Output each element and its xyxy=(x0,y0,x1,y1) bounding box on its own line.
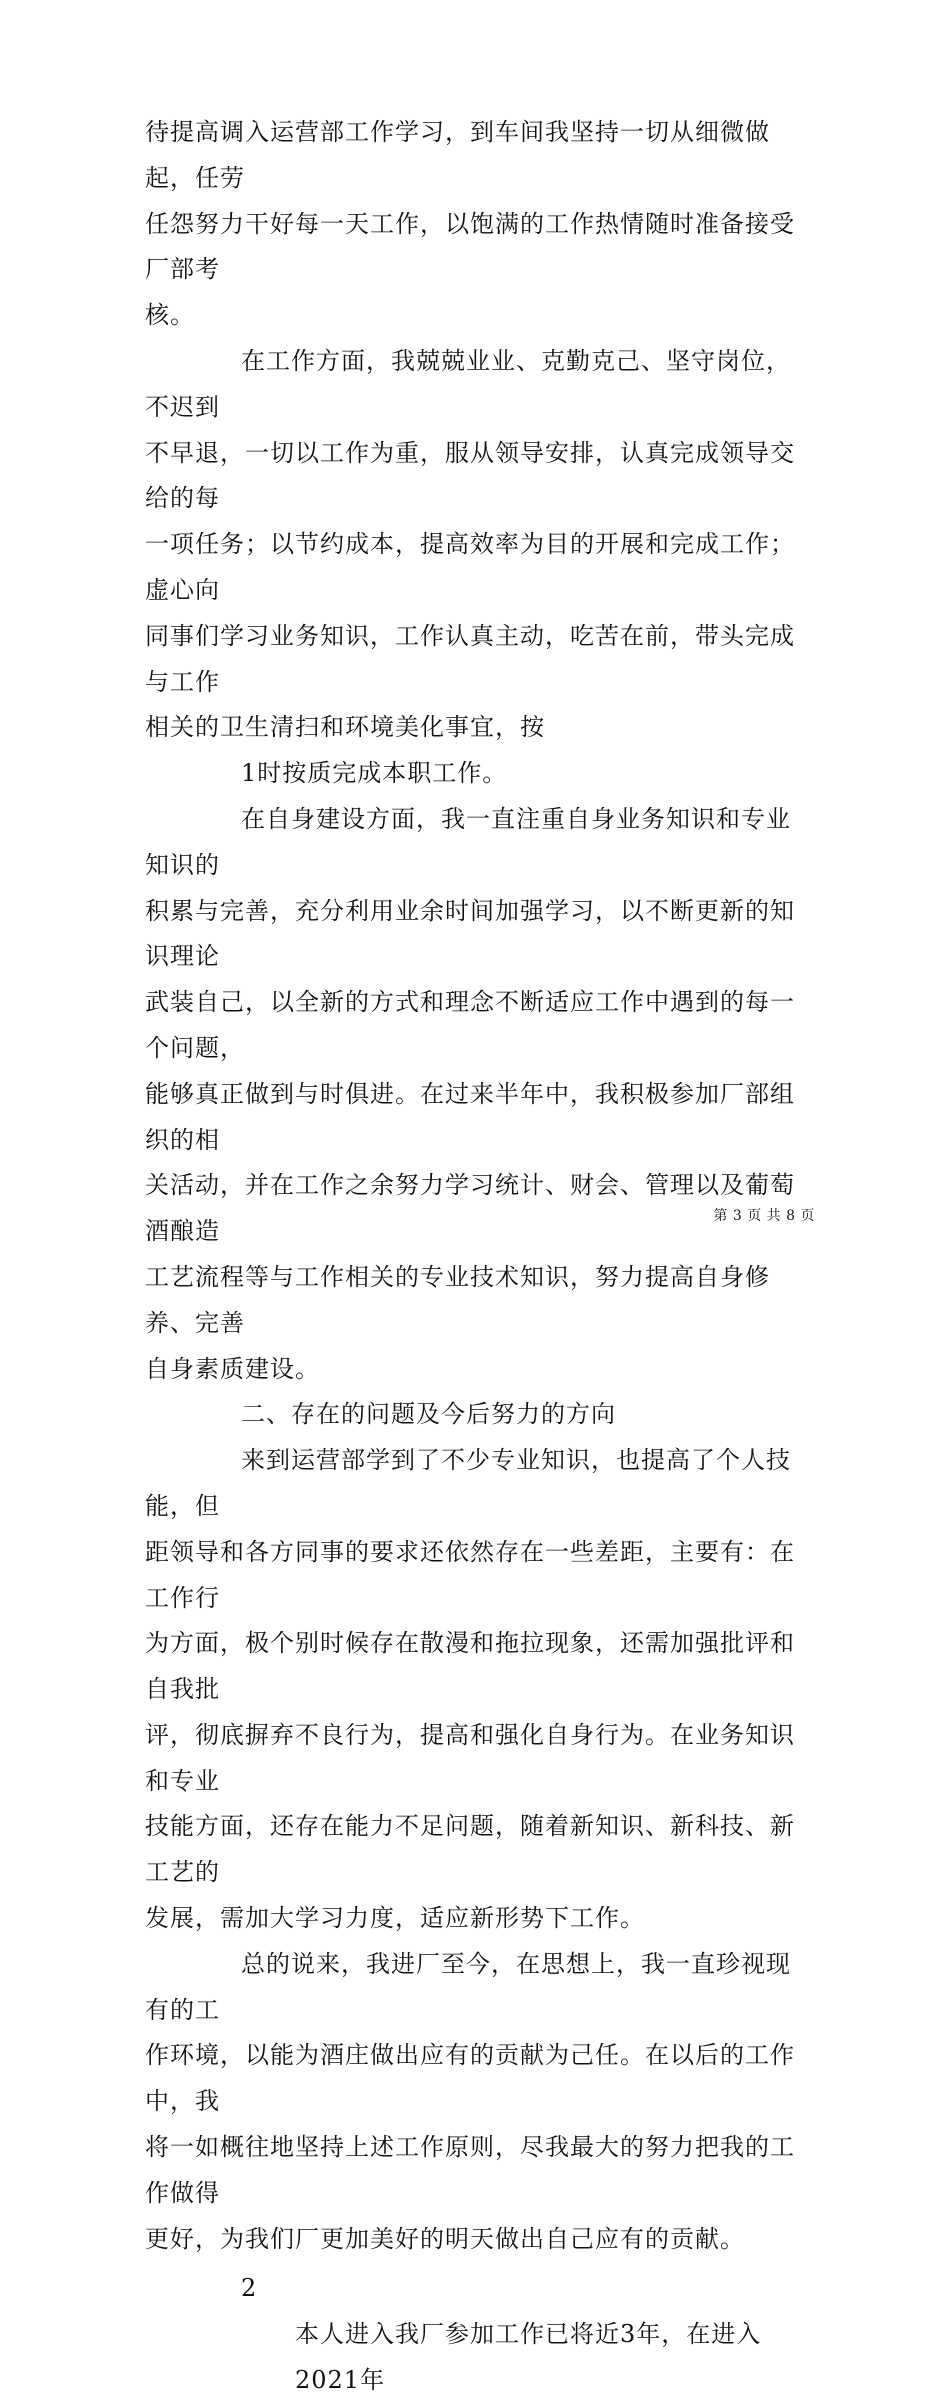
text-line: 技能方面，还存在能力不足问题，随着新知识、新科技、新工艺的 xyxy=(145,1812,795,1887)
text-line: 将一如概往地坚持上述工作原则，尽我最大的努力把我的工作做得 xyxy=(145,2133,795,2207)
text-line: 工艺流程等与工作相关的专业技术知识，努力提高自身修养、完善 xyxy=(145,1262,770,1337)
page-number: 第 3 页 共 8 页 xyxy=(713,1208,815,1224)
text-line: 待提高调入运营部工作学习，到车间我坚持一切从细微做起，任劳 xyxy=(145,118,770,192)
section-number xyxy=(145,2266,815,2312)
paragraph-problems xyxy=(145,1438,815,1942)
text-line: 能够真正做到与时俱进。在过来半年中，我积极参加厂部组织的相 xyxy=(145,1079,795,1154)
paragraph-fragment xyxy=(145,751,815,797)
text-line: 一项任务；以节约成本，提高效率为目的开展和完成工作；虚心向 xyxy=(145,530,795,604)
text-line: 不早退，一切以工作为重，服从领导安排，认真完成领导交给的每 xyxy=(145,438,795,513)
text-line: 核。 xyxy=(145,301,195,330)
text-line: 距领导和各方同事的要求还依然存在一些差距，主要有：在工作行 xyxy=(145,1537,795,1612)
text-line: 积累与完善，充分利用业余时间加强学习，以不断更新的知识理论 xyxy=(145,896,795,971)
text-line: 更好，为我们厂更加美好的明天做出自己应有的贡献。 xyxy=(145,2224,745,2253)
text-line: 发展，需加大学习力度，适应新形势下工作。 xyxy=(145,1904,645,1933)
text-line: 2 xyxy=(241,2274,258,2303)
text-line: 关活动，并在工作之余努力学习统计、财会、管理以及葡萄酒酿造 xyxy=(145,1171,795,1246)
body-text xyxy=(145,110,815,2404)
text-line: 在工作方面，我兢兢业业、克勤克己、坚守岗位，不迟到 xyxy=(145,346,791,421)
text-line: 在自身建设方面，我一直注重自身业务知识和专业知识的 xyxy=(145,804,791,879)
text-line: 总的说来，我进厂至今，在思想上，我一直珍视现有的工 xyxy=(145,1949,791,2024)
text-line: 本人进入我厂参加工作已将近3年，在进入2021年 xyxy=(295,2320,762,2395)
text-line: 相关的卫生清扫和环境美化事宜，按 xyxy=(145,713,545,742)
text-line: 同事们学习业务知识，工作认真主动，吃苦在前，带头完成与工作 xyxy=(145,621,795,696)
text-line: 为方面，极个别时候存在散漫和拖拉现象，还需加强批评和自我批 xyxy=(145,1629,795,1704)
section-heading xyxy=(145,1392,815,1438)
text-line: 1时按质完成本职工作。 xyxy=(241,759,508,788)
paragraph-next xyxy=(145,2312,815,2404)
text-line: 武装自己，以全新的方式和理念不断适应工作中遇到的每一个问题， xyxy=(145,988,795,1062)
paragraph-1 xyxy=(145,110,815,339)
paragraph-work xyxy=(145,339,815,751)
text-line: 任怨努力干好每一天工作，以饱满的工作热情随时准备接受厂部考 xyxy=(145,209,795,284)
paragraph-self-building xyxy=(145,797,815,1392)
heading-text: 二、存在的问题及今后努力的方向 xyxy=(241,1400,616,1429)
text-line: 作环境，以能为酒庄做出应有的贡献为己任。在以后的工作中，我 xyxy=(145,2041,795,2116)
text-line: 评，彻底摒弃不良行为，提高和强化自身行为。在业务知识和专业 xyxy=(145,1720,795,1795)
paragraph-summary xyxy=(145,1942,815,2263)
text-line: 自身素质建设。 xyxy=(145,1354,320,1383)
text-line: 来到运营部学到了不少专业知识，也提高了个人技能，但 xyxy=(145,1446,791,1520)
